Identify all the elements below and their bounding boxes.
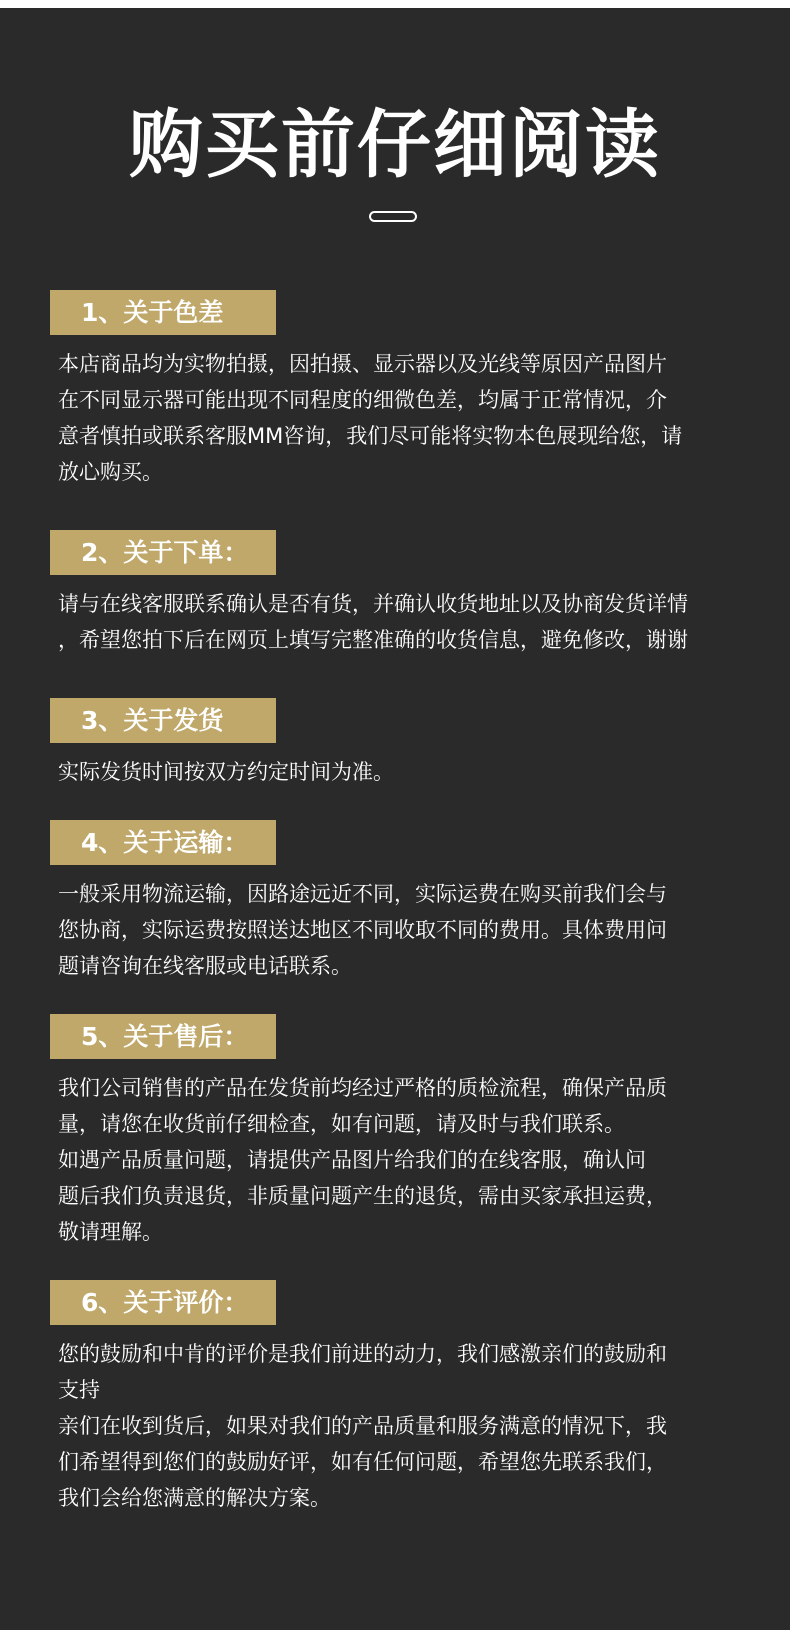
page-title: 购买前仔细阅读 [129, 102, 661, 188]
section-text-line: 一般采用物流运输，因路途远近不同，实际运费在购买前我们会与 [58, 882, 667, 906]
section-text-line: 如遇产品质量问题，请提供产品图片给我们的在线客服，确认问 [58, 1148, 646, 1172]
section-text-line: 量，请您在收货前仔细检查，如有问题，请及时与我们联系。 [58, 1112, 625, 1136]
section-text-line: 支持 [58, 1378, 100, 1402]
section-text-line: 您协商，实际运费按照送达地区不同收取不同的费用。具体费用问 [58, 918, 667, 942]
title-divider [369, 211, 417, 222]
section-text-line: 我们公司销售的产品在发货前均经过严格的质检流程，确保产品质 [58, 1076, 667, 1100]
section-heading: 2、关于下单： [50, 530, 276, 575]
section-heading: 5、关于售后： [50, 1014, 276, 1059]
section-text-line: 本店商品均为实物拍摄，因拍摄、显示器以及光线等原因产品图片 [58, 352, 667, 376]
section-text-line: 我们会给您满意的解决方案。 [58, 1486, 331, 1510]
section-body [58, 1336, 738, 1516]
section-text-line: 在不同显示器可能出现不同程度的细微色差，均属于正常情况，介 [58, 388, 667, 412]
section-text-line: 们希望得到您们的鼓励好评，如有任何问题，希望您先联系我们， [58, 1450, 667, 1474]
section-body [58, 876, 738, 984]
section-text-line: 放心购买。 [58, 460, 163, 484]
section-heading: 6、关于评价： [50, 1280, 276, 1325]
section-text-line: 亲们在收到货后，如果对我们的产品质量和服务满意的情况下，我 [58, 1414, 667, 1438]
section-text-line: 您的鼓励和中肯的评价是我们前进的动力，我们感激亲们的鼓励和 [58, 1342, 667, 1366]
section-text-line: 实际发货时间按双方约定时间为准。 [58, 760, 394, 784]
section-body [58, 346, 738, 490]
section-body [58, 586, 738, 658]
section-heading: 4、关于运输： [50, 820, 276, 865]
section-heading: 1、关于色差 [50, 290, 276, 335]
section-body [58, 1070, 738, 1250]
section-heading: 3、关于发货 [50, 698, 276, 743]
section-text-line: ，希望您拍下后在网页上填写完整准确的收货信息，避免修改，谢谢 [58, 628, 688, 652]
section-text-line: 题后我们负责退货，非质量问题产生的退货，需由买家承担运费， [58, 1184, 667, 1208]
section-text-line: 题请咨询在线客服或电话联系。 [58, 954, 352, 978]
section-text-line: 意者慎拍或联系客服MM咨询，我们尽可能将实物本色展现给您，请 [58, 424, 683, 448]
section-body [58, 754, 738, 790]
section-text-line: 请与在线客服联系确认是否有货，并确认收货地址以及协商发货详情 [58, 592, 688, 616]
section-text-line: 敬请理解。 [58, 1220, 163, 1244]
